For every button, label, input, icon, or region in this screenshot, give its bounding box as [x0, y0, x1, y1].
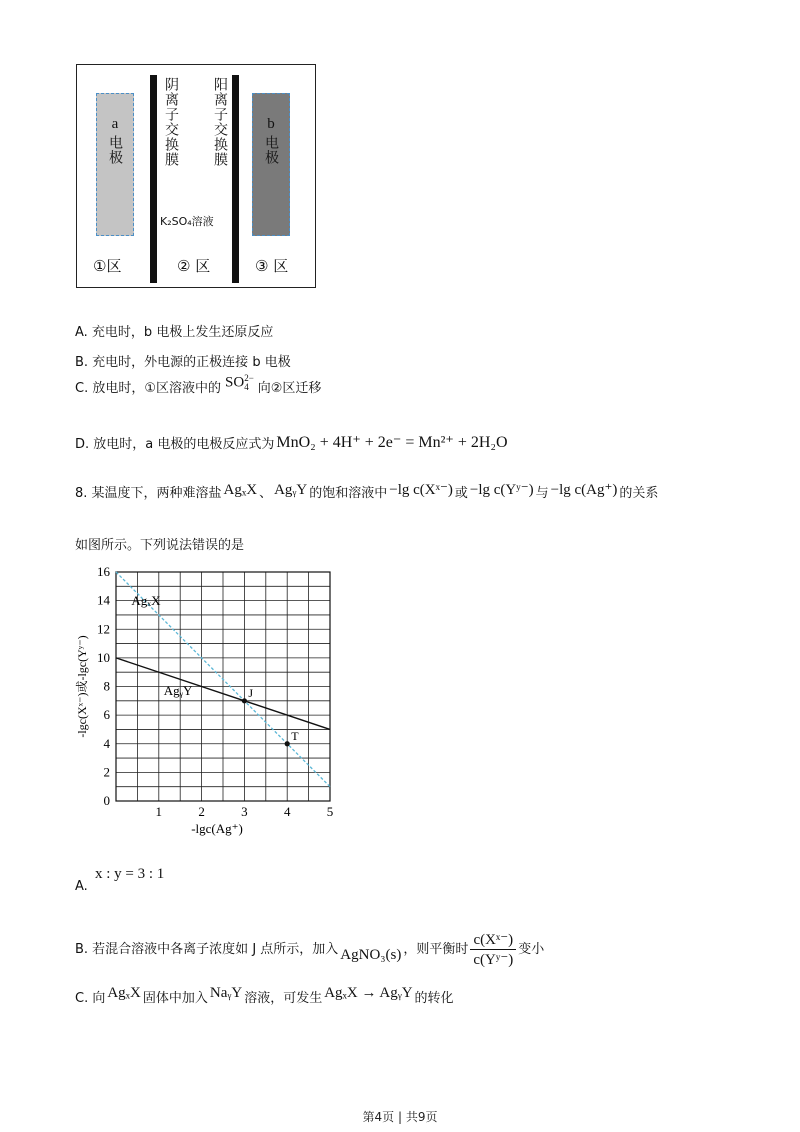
- y-tick-label: 8: [103, 678, 110, 694]
- electrode-a-name: 电极: [107, 135, 123, 165]
- q8-option-c-part3: 溶液，可发生: [244, 991, 323, 1006]
- cation-membrane-label: 阳离子交换膜: [212, 77, 228, 167]
- q8-option-b-prefix: B. 若混合溶液中各离子浓度如 J 点所示，加入: [75, 941, 339, 957]
- q8-separator: 、: [259, 486, 273, 501]
- q7-option-c-ion-sup: 2−: [244, 373, 254, 383]
- q8-option-c: [75, 985, 454, 1008]
- q7-option-b: B. 充电时，外电源的正极连接 b 电极: [75, 355, 291, 370]
- q8-option-c-salt: AgₓX: [107, 985, 141, 1001]
- q8-option-c-part1: C. 向: [75, 991, 106, 1006]
- electrode-a: [96, 93, 134, 236]
- q8-stem-part1: 8. 某温度下，两种难溶盐: [75, 486, 222, 501]
- q7-option-c-prefix: C. 放电时，①区溶液中的: [75, 381, 221, 396]
- anion-membrane-bar: [150, 75, 157, 283]
- q8-salt-2: AgᵧY: [274, 482, 308, 498]
- q8-option-c-part2: 固体中加入: [142, 991, 208, 1006]
- x-tick-label: 5: [326, 804, 334, 819]
- q8-option-c-reagent: NaᵧY: [209, 985, 243, 1001]
- q8-expr-2: −lg c(Yʸ⁻): [469, 482, 534, 498]
- q8-expr-3: −lg c(Ag⁺): [550, 482, 618, 498]
- q8-expr-1: −lg c(Xˣ⁻): [389, 482, 453, 498]
- y-tick-label: 12: [97, 621, 110, 637]
- q8-option-c-conversion: AgₓX → AgᵧY: [324, 985, 413, 1001]
- q7-option-c-ion-sub: 4: [244, 382, 249, 392]
- q8-option-b: [75, 918, 545, 968]
- y-tick-label: 0: [103, 793, 110, 808]
- q8-option-b-reagent: AgNO₃(s): [340, 947, 402, 963]
- cation-membrane-bar: [232, 75, 239, 283]
- point-j: [242, 698, 247, 703]
- q8-option-a-label: A.: [75, 879, 88, 894]
- y-tick-label: 10: [97, 649, 110, 665]
- x-tick-label: 3: [241, 804, 248, 819]
- series-label-2: AgᵧY: [163, 683, 193, 699]
- y-tick-label: 14: [97, 592, 110, 608]
- q8-with: 与: [535, 486, 549, 501]
- point-label-j: J: [248, 685, 254, 700]
- cell-diagram: [76, 64, 316, 288]
- x-tick-label: 4: [283, 804, 291, 819]
- q7-option-c-ion: [225, 374, 254, 392]
- q7-option-d: [75, 434, 508, 454]
- q7-option-d-prefix: D. 放电时，a 电极的电极反应式为: [75, 437, 275, 452]
- q7-option-a: A. 充电时，b 电极上发生还原反应: [75, 325, 274, 340]
- electrode-b: [252, 93, 290, 236]
- y-tick-label: 16: [97, 564, 110, 579]
- q7-option-c-ion-base: SO: [225, 374, 245, 391]
- anion-membrane-label: 阴离子交换膜: [163, 77, 179, 167]
- q8-option-b-denominator: c(Yʸ⁻): [473, 952, 514, 968]
- solution-label: K₂SO₄溶液: [160, 215, 214, 228]
- page-footer: 第4页 | 共9页: [362, 1110, 438, 1124]
- series-label-1: AgₓX: [131, 592, 161, 608]
- zone-3-label: ③ 区: [255, 257, 289, 275]
- q8-stem-line2: 如图所示。下列说法错误的是: [75, 538, 245, 553]
- y-tick-label: 2: [103, 764, 110, 780]
- y-tick-label: 6: [103, 707, 110, 723]
- solubility-chart: [68, 560, 348, 850]
- q8-stem-part2: 的饱和溶液中: [309, 486, 388, 501]
- zone-1-label: ①区: [93, 257, 122, 275]
- electrode-b-name: 电极: [263, 135, 279, 165]
- point-label-t: T: [291, 728, 299, 743]
- q7-option-c: [75, 373, 322, 398]
- x-tick-label: 1: [155, 804, 163, 819]
- q8-option-b-numerator: c(Xˣ⁻): [470, 930, 516, 950]
- y-tick-label: 4: [103, 735, 110, 751]
- q8-or: 或: [454, 486, 468, 501]
- electrode-b-letter: b: [267, 116, 275, 132]
- electrode-a-letter: a: [111, 116, 119, 132]
- x-tick-label: 2: [198, 804, 205, 819]
- q7-option-d-equation: MnO₂ + 4H⁺ + 2e⁻ = Mn²⁺ + 2H₂O: [276, 434, 508, 451]
- q8-option-b-mid: ，则平衡时: [403, 941, 469, 957]
- q8-stem-part3: 的关系: [619, 486, 659, 501]
- q8-salt-1: AgₓX: [223, 482, 258, 498]
- q8-option-c-part4: 的转化: [414, 991, 454, 1006]
- zone-2-label: ② 区: [177, 257, 211, 275]
- q8-option-a-expr: x : y = 3 : 1: [95, 866, 165, 882]
- y-axis-label: -lgc(Xˣ⁻)或-lgc(Yʸ⁻): [75, 635, 89, 738]
- q8-option-b-ratio: [470, 930, 516, 969]
- q8-stem-line1: [75, 484, 658, 503]
- q8-option-b-suffix: 变小: [518, 941, 545, 957]
- q7-option-c-suffix: 向②区迁移: [257, 381, 322, 396]
- x-axis-label: -lgc(Ag⁺): [191, 821, 243, 836]
- point-t: [285, 741, 290, 746]
